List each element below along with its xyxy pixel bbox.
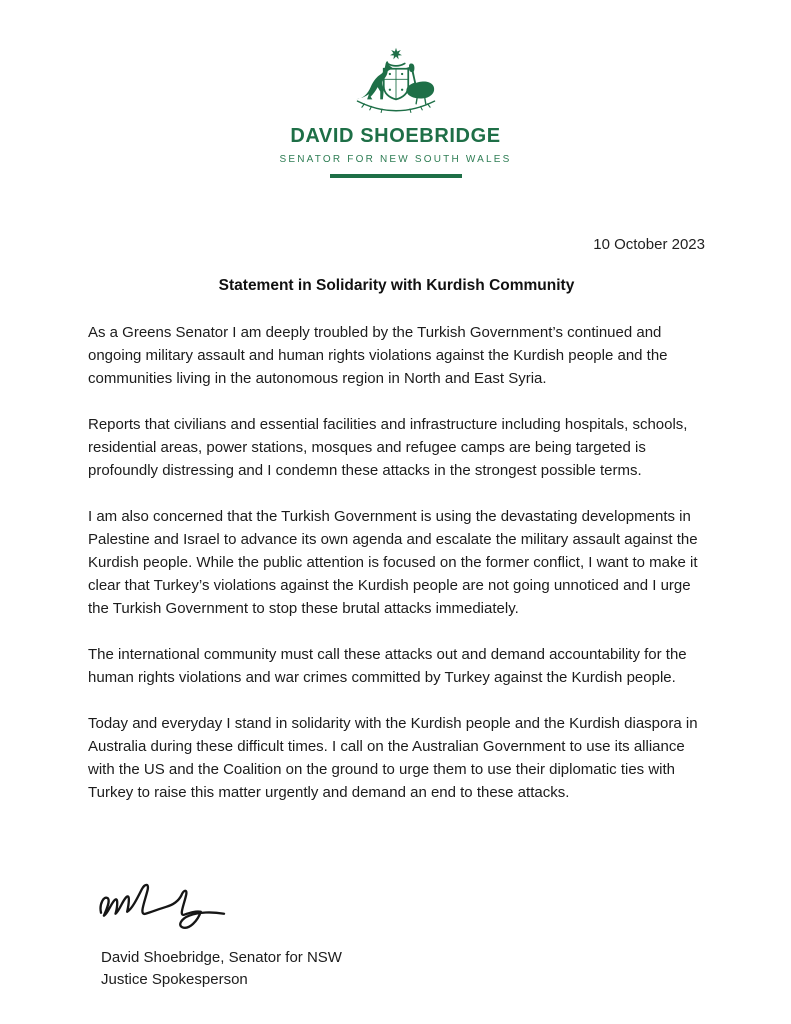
coat-of-arms-icon [0,46,791,121]
letter-paragraph: Reports that civilians and essential facilities and infrastructure including hospitals, schools, residential areas, power stations, mosques and refugee camps are being targeted is profoundly distressing and I condemn these attacks in the strongest possible terms. [88,416,688,479]
signature-block [88,874,705,991]
signer-role: Justice Spokesperson [101,971,248,988]
signer-name: David Shoebridge, Senator for NSW [101,949,342,966]
letter-content [0,236,791,991]
letter-body [88,321,705,804]
letterhead [0,0,791,178]
handwritten-signature-icon [94,874,705,941]
letter-paragraph: Today and everyday I stand in solidarity with the Kurdish people and the Kurdish diaspora in Australia during these difficult times. I call on the Australian Government to use its alliance with the US and the Coalition on the ground to urge them to use their diplomatic ties with Turkey to raise this matter urgently and demand an end to these attacks. [88,715,698,801]
letter-paragraph: The international community must call these attacks out and demand accountability for the human rights violations and war crimes committed by Turkey against the Kurdish people. [88,646,687,686]
letterhead-role: SENATOR FOR NEW SOUTH WALES [279,154,512,165]
letter-paragraph: As a Greens Senator I am deeply troubled by the Turkish Government’s continued and ongoing military assault and human rights violations against the Kurdish people and the communities living in the autonomous region in North and East Syria. [88,324,668,387]
letter-paragraph: I am also concerned that the Turkish Government is using the devastating developments in Palestine and Israel to advance its own agenda and escalate the military assault against the Kurdish people. While the public attention is focused on the former conflict, I want to make it clear that Turkey’s violations against the Kurdish people are not going unnoticed and I urge the Turkish Government to stop these brutal attacks immediately. [88,508,698,617]
letter-subject: Statement in Solidarity with Kurdish Community [218,277,575,294]
letterhead-name: DAVID SHOEBRIDGE [290,125,501,147]
letter-date: 10 October 2023 [593,236,705,253]
signer-lines [101,947,705,991]
letterhead-divider [330,174,462,178]
